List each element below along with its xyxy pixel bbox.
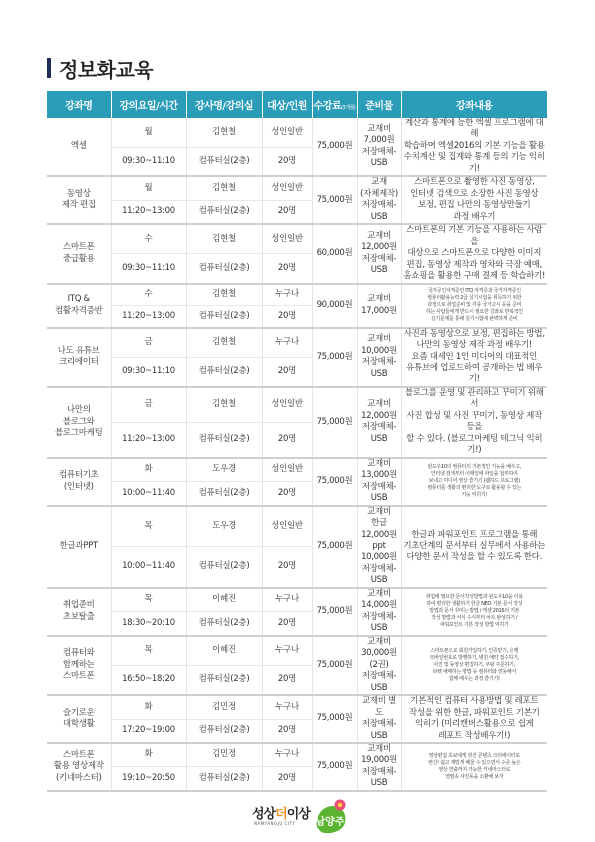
course-day: 목: [111, 506, 186, 547]
city-slogan: 성상더이상: [252, 807, 310, 822]
course-time: 11:20~13:00: [111, 422, 186, 457]
course-time: 10:00~11:40: [111, 482, 186, 506]
course-name: 나도 유튜브 크리에이터: [47, 328, 111, 387]
course-instructor: 김민정: [186, 743, 262, 767]
course-instructor: 김민정: [186, 695, 262, 719]
course-instructor: 김현철: [186, 176, 262, 200]
header-content: 강좌내용: [401, 91, 547, 118]
course-room: 컴퓨터실(2층): [186, 200, 262, 224]
svg-text:남양주: 남양주: [315, 817, 345, 828]
header-fee-label: 수강료: [313, 101, 342, 112]
course-room: 컴퓨터실(2층): [186, 254, 262, 284]
course-name: 스마트폰 활용 영상제작 (키네마스터): [47, 743, 111, 791]
course-fee: 75,000원: [312, 636, 357, 695]
course-fee: 75,000원: [312, 176, 357, 224]
course-name: 나만의 블로그와 블로그마케팅: [47, 387, 111, 458]
course-instructor: 김현철: [186, 284, 262, 306]
course-name: 취업준비 초보탈출: [47, 588, 111, 636]
course-description: 블로그를 운영 및 관리하고 꾸미기 위해서 사진 합성 및 사진 꾸미기, 동영상 제작 등을 할 수 있다. (블로그마케팅 테그닉 익히기!): [401, 387, 547, 458]
course-materials: 교재비 17,000원: [357, 284, 401, 328]
course-capacity: 20명: [262, 254, 312, 284]
course-capacity: 20명: [262, 767, 312, 791]
course-description: 스마트폰의 기본 기능을 사용하는 사람을 대상으로 스마트폰으로 다양한 이미지 편집, 동영상 제작과 영차와 극장 예매, 홈쇼핑을 활용한 구매 결제 등 학습하기!: [401, 224, 547, 283]
course-capacity: 20명: [262, 547, 312, 588]
course-day: 화: [111, 458, 186, 482]
course-time: 18:30~20:10: [111, 612, 186, 636]
course-row: [47, 118, 547, 147]
course-instructor: 김현철: [186, 118, 262, 147]
course-description: 스마트폰으로 회원가입하기, 인증받기, 은행 모바일번호로 방행하기, 병원 예약 접수하기, 사진 및 동영상 편집하기, 쿠팡 주문하기, 티켓 예매하는 방법 등 컴퓨터와 연동해서 함께 배우는 과정 즐기기!: [401, 636, 547, 695]
course-day: 월: [111, 176, 186, 200]
course-target: 성인일반: [262, 506, 312, 547]
course-instructor: 이혜진: [186, 588, 262, 612]
course-room: 컴퓨터실(2층): [186, 665, 262, 695]
course-day: 화: [111, 695, 186, 719]
course-fee: 75,000원: [312, 743, 357, 791]
course-time: 09:30~11:10: [111, 147, 186, 176]
course-day: 수: [111, 284, 186, 306]
course-row: [47, 224, 547, 254]
course-time: 17:20~19:00: [111, 719, 186, 743]
course-name: ITQ & 컴활자격증반: [47, 284, 111, 328]
page-title: [47, 57, 154, 82]
course-fee: 75,000원: [312, 118, 357, 176]
course-time: 09:30~11:10: [111, 254, 186, 284]
course-materials: 교재비 별도 저장매체-USB: [357, 695, 401, 743]
header-materials: 준비물: [357, 91, 401, 118]
course-materials: 교재비 19,000원 저장매체-USB: [357, 743, 401, 791]
course-day: 수: [111, 224, 186, 254]
course-description: 계산과 통계에 능한 엑셀 프로그램에 대해 학습하며 엑셀2016의 기본 기능을 활용 수치계산 및 집계와 통계 등의 기능 익히기!: [401, 118, 547, 176]
course-fee: 75,000원: [312, 387, 357, 458]
course-target: 누구나: [262, 588, 312, 612]
course-row: [47, 695, 547, 719]
course-description: 국가공인자격증인 ITQ 자격증과 국가자격증인 컴퓨터활용능력 2급 실기시험을 취득하기 위한 과정으로 취업준비 및 각종 국가고시 등을 준비 하는 사람들에게 반드시 필요한 강좌로 반복적인 실기문제를 통해 실기시험에 완벽하게 준비: [401, 284, 547, 328]
course-day: 화: [111, 743, 186, 767]
course-materials: 교재비 12,000원 저장매체-USB: [357, 224, 401, 283]
course-instructor: 이혜진: [186, 636, 262, 666]
course-row: [47, 506, 547, 547]
course-instructor: 김현철: [186, 328, 262, 358]
title-accent-bar: [47, 58, 51, 78]
course-instructor: 김현철: [186, 387, 262, 422]
course-day: 목: [111, 636, 186, 666]
course-time: 19:10~20:50: [111, 767, 186, 791]
course-target: 누구나: [262, 695, 312, 719]
course-target: 누구나: [262, 284, 312, 306]
course-target: 성인일반: [262, 118, 312, 147]
course-row: [47, 387, 547, 422]
course-room: 컴퓨터실(2층): [186, 422, 262, 457]
course-room: 컴퓨터실(2층): [186, 147, 262, 176]
course-materials: 교재비 12,000원 저장매체-USB: [357, 387, 401, 458]
course-table-body: [47, 118, 547, 791]
namyangju-mark-icon: [311, 797, 351, 837]
course-name: 동영상 제작 편집: [47, 176, 111, 224]
course-fee: 60,000원: [312, 224, 357, 283]
course-row: [47, 328, 547, 358]
course-row: [47, 176, 547, 200]
course-room: 컴퓨터실(2층): [186, 547, 262, 588]
course-row: [47, 743, 547, 767]
header-name: 강좌명: [47, 91, 111, 118]
header-fee-note: (3개월): [341, 105, 356, 111]
course-instructor: 도우경: [186, 458, 262, 482]
course-description: 기본적인 컴퓨터 사용방법 및 레포트 작성을 위한 한글, 파워포인트 기본기 익히기 (미리캔버스활용으로 쉽게 레포트 작성배우기!): [401, 695, 547, 743]
course-fee: 75,000원: [312, 695, 357, 743]
course-materials: 교재비 10,000원 저장매체-USB: [357, 328, 401, 387]
course-room: 컴퓨터실(2층): [186, 306, 262, 328]
course-time: 10:00~11:40: [111, 547, 186, 588]
course-fee: 90,000원: [312, 284, 357, 328]
course-name: 컴퓨터기초 (인터넷): [47, 458, 111, 506]
course-target: 성인일반: [262, 224, 312, 254]
header-target: 대상/인원: [262, 91, 312, 118]
course-description: 영상편집 초보에게 멋진 콘텐츠 크리에이터로 변신! 쉽고 재밌게 배울 수 있으면서 수준 높은 영상 연출까지 가능한 키네마스터로 열렬속 사진동을 소환해 보자: [401, 743, 547, 791]
course-description: 사진과 동영상으로 보정, 편집하는 방법, 나만의 동영상 제작 과정 배우기! 요즘 대세인 1인 미디어의 대표적인 유튜브에 업로드하여 공개하는 법 배우기!: [401, 328, 547, 387]
course-target: 성인일반: [262, 387, 312, 422]
course-fee: 75,000원: [312, 588, 357, 636]
course-capacity: 20명: [262, 357, 312, 387]
course-fee: 75,000원: [312, 458, 357, 506]
course-time: 11:20~13:00: [111, 306, 186, 328]
course-name: 스마트폰 중급활용: [47, 224, 111, 283]
course-materials: 교재비 13,000원 저장매체-USB: [357, 458, 401, 506]
course-day: 월: [111, 118, 186, 147]
course-instructor: 도우경: [186, 506, 262, 547]
course-day: 금: [111, 387, 186, 422]
course-target: 누구나: [262, 743, 312, 767]
city-name-en: NAMYANGJU CITY: [254, 821, 296, 826]
course-description: 스마트폰으로 촬영한 사진 동영상, 인터넷 검색으로 소장한 사진 동영상 보정, 편집 나만의 동영상만들기 과정 배우기: [401, 176, 547, 224]
course-description: 취업에 필요한 문서작성방법과 윈도우10을 이용 하여 편리한 생활하기 한글 NEO 기본 문서 작성 방법과 문서 꾸미는 방법 / 엑셀 2016의 기본 작성 방법과 서식 수식부터 차트 완성하기 / 파워포인트 기본 작성 방법 익히기: [401, 588, 547, 636]
course-time: 09:30~11:10: [111, 357, 186, 387]
course-capacity: 20명: [262, 306, 312, 328]
course-room: 컴퓨터실(2층): [186, 767, 262, 791]
table-header-row: [47, 91, 547, 118]
course-materials: 교재비 30,000원(2권) 저장매체-USB: [357, 636, 401, 695]
course-description: 한글과 파워포인트 프로그램을 통해 기초단계의 문서부터 실무에서 사용하는 다양한 문서 작성을 할 수 있도록 한다.: [401, 506, 547, 588]
course-capacity: 20명: [262, 719, 312, 743]
course-materials: 교재 (자체제작) 저장매체-USB: [357, 176, 401, 224]
course-capacity: 20명: [262, 482, 312, 506]
course-capacity: 20명: [262, 422, 312, 457]
course-room: 컴퓨터실(2층): [186, 482, 262, 506]
course-room: 컴퓨터실(2층): [186, 612, 262, 636]
course-materials: 교재비 한글 12,000원 ppt 10,000원 저장매체-USB: [357, 506, 401, 588]
course-capacity: 20명: [262, 665, 312, 695]
header-instructor: 강사명/강의실: [186, 91, 262, 118]
course-name: 슬기로운 대학생활: [47, 695, 111, 743]
course-fee: 75,000원: [312, 328, 357, 387]
course-target: 누구나: [262, 636, 312, 666]
course-materials: 교재비 14,000원 저장매체-USB: [357, 588, 401, 636]
course-name: 엑셀: [47, 118, 111, 176]
course-capacity: 20명: [262, 612, 312, 636]
course-room: 컴퓨터실(2층): [186, 357, 262, 387]
course-time: 16:50~18:20: [111, 665, 186, 695]
course-description: 윈도우10의 컴퓨터의 기본적인 기능을 배우고, 인터넷 검색부터 이메일에 파일을 첨부하여 보내고 미디어 영상 즐기기 (웹하드 프로그램) 컴퓨터를 생활의 편리한 도구로 활용할 수 있는 기능 익히기!: [401, 458, 547, 506]
course-name: 컴퓨터와 함께하는 스마트폰: [47, 636, 111, 695]
page-title-text: 정보화교육: [59, 57, 154, 82]
course-target: 성인일반: [262, 458, 312, 482]
course-fee: 75,000원: [312, 506, 357, 588]
header-schedule: 강의요일/시간: [111, 91, 186, 118]
course-name: 한글과PPT: [47, 506, 111, 588]
course-table: [47, 91, 547, 792]
header-fee: [312, 91, 357, 118]
course-capacity: 20명: [262, 147, 312, 176]
course-target: 성인일반: [262, 176, 312, 200]
course-room: 컴퓨터실(2층): [186, 719, 262, 743]
course-row: [47, 636, 547, 666]
course-row: [47, 588, 547, 612]
course-row: [47, 458, 547, 482]
course-day: 목: [111, 588, 186, 612]
course-row: [47, 284, 547, 306]
city-logo: [251, 797, 351, 837]
course-instructor: 김현철: [186, 224, 262, 254]
course-materials: 교재비 7,000원 저장매체-USB: [357, 118, 401, 176]
course-day: 금: [111, 328, 186, 358]
course-capacity: 20명: [262, 200, 312, 224]
course-target: 누구나: [262, 328, 312, 358]
course-time: 11:20~13:00: [111, 200, 186, 224]
